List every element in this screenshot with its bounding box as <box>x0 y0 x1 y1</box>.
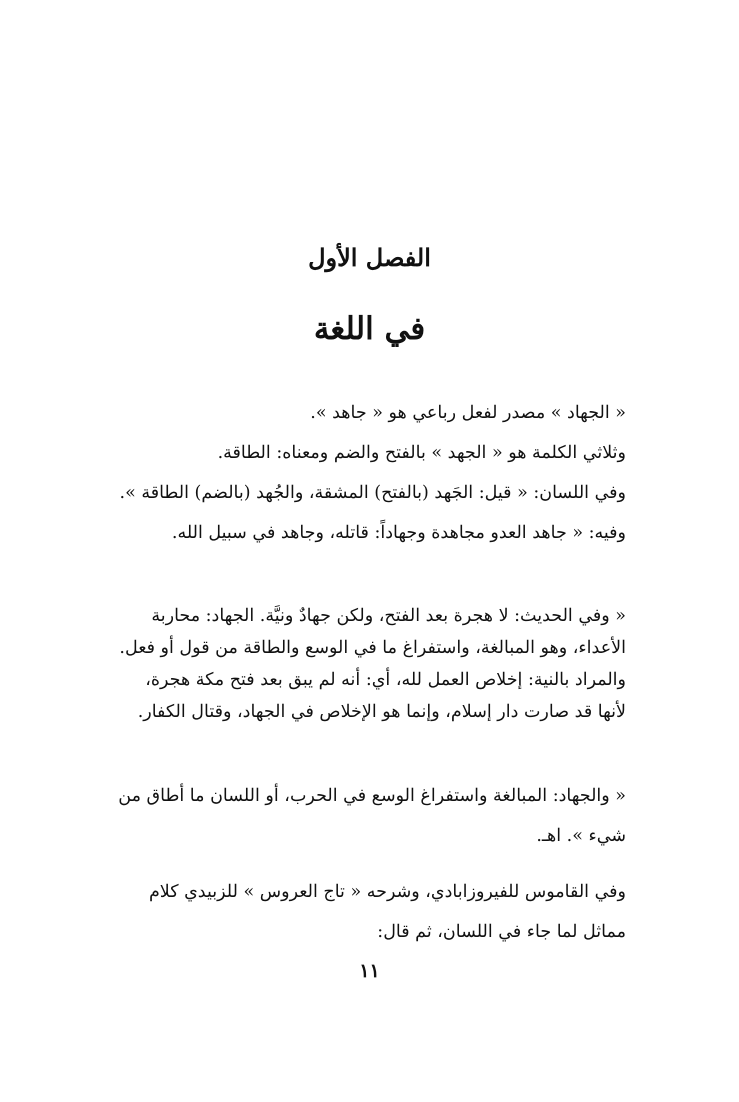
paragraph-jihad-meaning <box>106 776 626 856</box>
paragraph-line: وفي اللسان: « قيل: الجَهد (بالفتح) المشقة، والجُهد (بالضم) الطاقة ». <box>119 483 626 503</box>
chapter-title: الفصل الأول <box>308 243 431 272</box>
paragraph-line: « وفي الحديث: لا هجرة بعد الفتح، ولكن جهادٌ ونيَّة. الجهاد: محاربة <box>151 606 626 626</box>
paragraph-line: مماثل لما جاء في اللسان، ثم قال: <box>377 922 626 942</box>
paragraph-line: « الجهاد » مصدر لفعل رباعي هو « جاهد ». <box>310 403 626 423</box>
paragraph-line: الأعداء، وهو المبالغة، واستفراغ ما في الوسع والطاقة من قول أو فعل. <box>119 638 626 658</box>
paragraph-line: وفي القاموس للفيروزابادي، وشرحه « تاج العروس » للزبيدي كلام <box>148 882 626 902</box>
paragraph-line: « والجهاد: المبالغة واستفراغ الوسع في الحرب، أو اللسان ما أطاق من <box>118 786 626 806</box>
paragraph-definition <box>106 398 626 549</box>
paragraph-line: شيء ». اهـ. <box>536 826 626 846</box>
paragraph-line: والمراد بالنية: إخلاص العمل لله، أي: أنه لم يبق بعد فتح مكة هجرة، <box>145 670 626 690</box>
paragraph-line: وفيه: « جاهد العدو مجاهدة وجهاداً: قاتله، وجاهد في سبيل الله. <box>171 523 626 543</box>
paragraph-hadith <box>106 600 626 728</box>
paragraph-qamus <box>106 872 626 952</box>
page-number: ١١ <box>359 960 380 982</box>
paragraph-line: لأنها قد صارت دار إسلام، وإنما هو الإخلاص في الجهاد، وقتال الكفار. <box>137 702 626 722</box>
paragraph-line: وثلاثي الكلمة هو « الجهد » بالفتح والضم ومعناه: الطاقة. <box>217 443 626 463</box>
section-title: في اللغة <box>313 311 426 347</box>
